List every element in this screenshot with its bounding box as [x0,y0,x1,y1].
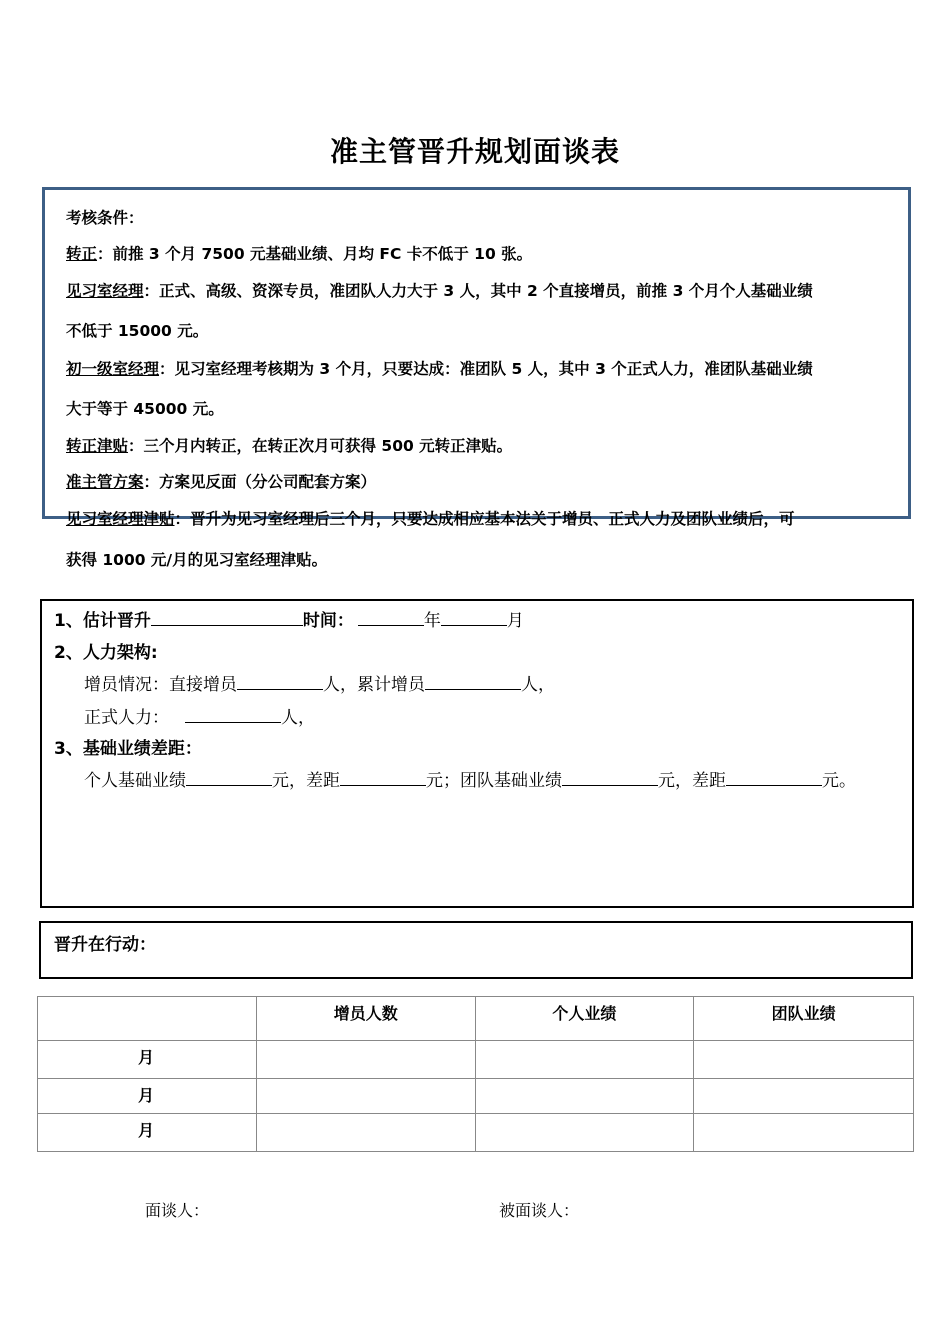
form-line-structure: 2、人力架构: [54,643,158,663]
total-recruit-label: 人，累计增员 [323,675,425,695]
condition-label: 转正 [66,245,98,263]
condition-label: 转正津贴 [66,437,129,455]
table-cell[interactable] [475,1079,694,1114]
personal-perf-blank[interactable] [186,771,272,786]
form-line-recruit [84,670,555,695]
condition-label: 初一级室经理 [66,360,160,378]
table-cell[interactable] [475,1041,694,1079]
formal-staff-blank[interactable] [185,708,281,723]
condition-cont: 不低于 15000 元。 [66,322,209,340]
condition-cont: 大于等于 45000 元。 [66,400,224,418]
table-cell[interactable] [694,1041,914,1079]
condition-text: ：前推 3 个月 7500 元基础业绩、月均 FC 卡不低于 10 张。 [97,245,533,263]
table-row [38,1114,914,1152]
page-title: 准主管晋升规划面谈表 [329,135,620,168]
condition-text: ：三个月内转正，在转正次月可获得 500 元转正津贴。 [128,437,513,455]
month-cell: 月 [38,1041,257,1079]
month-cell: 月 [38,1114,257,1152]
table-row [38,1041,914,1079]
personal-gap-blank[interactable] [340,771,426,786]
form-line-estimate [54,606,524,631]
interviewee-label: 被面谈人： [499,1201,580,1220]
form-line-performance [84,766,856,791]
personal-gap-label: 元，差距 [272,771,340,791]
team-gap-label: 元，差距 [658,771,726,791]
condition-item-chuyiji [66,357,813,379]
condition-text: ：见习室经理考核期为 3 个月，只要达成：准团队 5 人，其中 3 个正式人力，准团队基础业绩 [159,360,813,378]
estimate-label: 1、估计晋升 [54,611,151,631]
month-label: 月 [506,611,524,631]
condition-item-zhuanzheng [66,242,532,264]
month-cell: 月 [38,1079,257,1114]
table-header-cell: 增员人数 [256,997,475,1041]
team-perf-label: 元；团队基础业绩 [426,771,562,791]
year-blank[interactable] [358,611,424,626]
direct-recruit-label: 增员情况：直接增员 [84,675,237,695]
table-header-cell: 团队业绩 [694,997,914,1041]
condition-label: 见习室经理津贴 [66,510,175,528]
table-cell[interactable] [694,1114,914,1152]
formal-staff-label: 正式人力： [84,708,169,728]
condition-text: ：正式、高级、资深专员，准团队人力大于 3 人，其中 2 个直接增员，前推 3 个月个人基础业绩 [143,282,813,300]
condition-label: 准主管方案 [66,473,144,491]
table-header-row [38,997,914,1041]
condition-item-jianxi-jintie [66,507,795,529]
table-header-cell: 个人业绩 [475,997,694,1041]
table-cell[interactable] [694,1079,914,1114]
table-cell[interactable] [475,1114,694,1152]
condition-text: ：方案见反面（分公司配套方案） [143,473,377,491]
condition-cont: 获得 1000 元/月的见习室经理津贴。 [66,551,328,569]
table-cell[interactable] [256,1079,475,1114]
progress-table [37,996,914,1152]
table-cell[interactable] [256,1041,475,1079]
condition-label: 见习室经理 [66,282,144,300]
condition-item-fangan [66,470,376,492]
form-line-gap: 3、基础业绩差距： [54,739,202,759]
table-header-cell [38,997,257,1041]
interviewer-label: 面谈人： [145,1201,210,1220]
estimate-blank[interactable] [151,611,303,626]
recruit-suffix: 人， [521,675,555,695]
team-gap-suffix: 元。 [822,771,856,791]
condition-item-jintie [66,434,512,456]
year-label: 年 [423,611,441,631]
table-cell[interactable] [256,1114,475,1152]
table-row [38,1079,914,1114]
month-blank[interactable] [441,611,507,626]
action-box [39,921,913,979]
personal-perf-label: 个人基础业绩 [84,771,186,791]
team-perf-blank[interactable] [562,771,658,786]
form-line-formal [84,703,315,728]
condition-item-jianxi [66,279,813,301]
total-recruit-blank[interactable] [425,675,521,690]
direct-recruit-blank[interactable] [237,675,323,690]
formal-staff-suffix: 人， [281,708,315,728]
action-label: 晋升在行动： [54,935,156,955]
team-gap-blank[interactable] [726,771,822,786]
time-label: 时间： [302,611,354,631]
condition-text: ：晋升为见习室经理后三个月，只要达成相应基本法关于增员、正式人力及团队业绩后，可 [174,510,795,528]
conditions-heading: 考核条件： [66,209,144,227]
